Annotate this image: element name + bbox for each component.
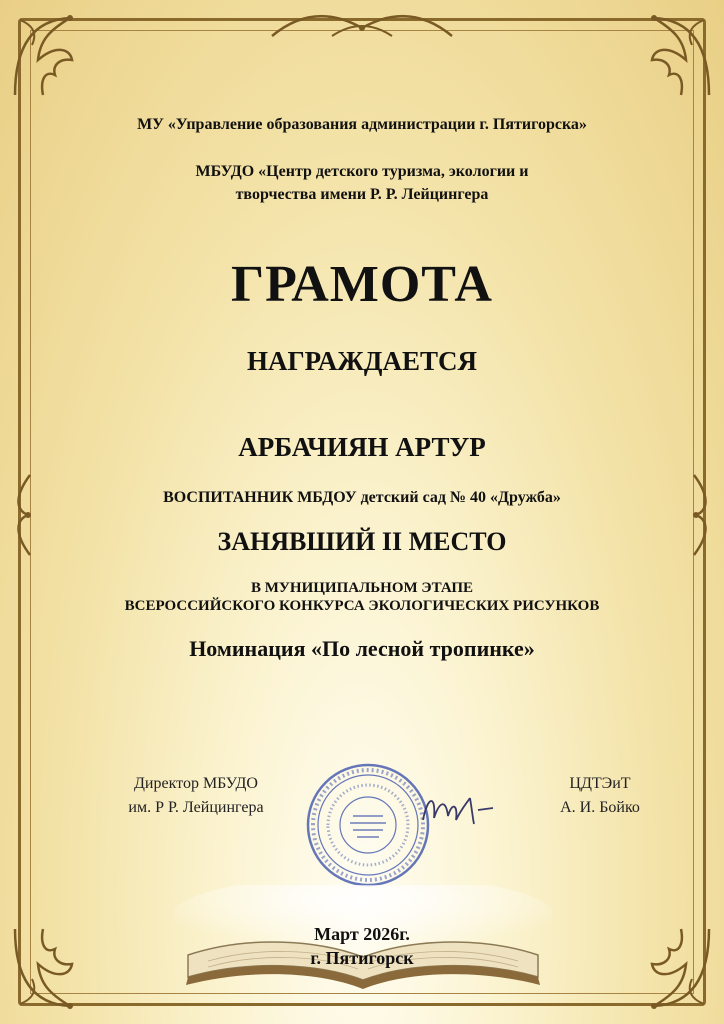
- director-name: А. И. Бойко: [560, 799, 640, 816]
- director-name-block: [530, 772, 670, 820]
- corner-ornament-icon: [624, 10, 714, 100]
- recipient-info: ВОСПИТАННИК МБДОУ детский сад № 40 «Дружба»: [163, 489, 561, 506]
- contest-stage-line-2: ВСЕРОССИЙСКОГО КОНКУРСА ЭКОЛОГИЧЕСКИХ РИСУНКОВ: [124, 598, 600, 614]
- director-title-line-2: им. Р Р. Лейцингера: [128, 799, 264, 816]
- certificate-title: ГРАМОТА: [231, 256, 493, 313]
- center-name-line-2: творчества имени Р. Р. Лейцингера: [235, 186, 489, 203]
- nomination: Номинация «По лесной тропинке»: [189, 636, 535, 661]
- contest-stage-line-1: В МУНИЦИПАЛЬНОМ ЭТАПЕ: [251, 580, 473, 596]
- director-title-line-1: Директор МБУДО: [134, 775, 258, 792]
- center-name-line-1: МБУДО «Центр детского туризма, экологии и: [195, 163, 529, 180]
- issuing-organization: МУ «Управление образования администрации г. Пятигорска»: [137, 116, 587, 133]
- director-title-block: [96, 772, 296, 820]
- top-swirl-ornament-icon: [262, 6, 462, 46]
- issue-city: г. Пятигорск: [310, 948, 414, 968]
- recipient-name: АРБАЧИЯН АРТУР: [238, 432, 486, 462]
- corner-ornament-icon: [10, 10, 100, 100]
- place-heading: ЗАНЯВШИЙ II МЕСТО: [217, 527, 507, 556]
- director-org: ЦДТЭиТ: [569, 775, 631, 792]
- official-stamp-icon: [303, 760, 433, 890]
- awarded-heading: НАГРАЖДАЕТСЯ: [246, 346, 477, 376]
- issue-date: Март 2026г.: [314, 924, 410, 944]
- handwritten-signature: [418, 790, 498, 830]
